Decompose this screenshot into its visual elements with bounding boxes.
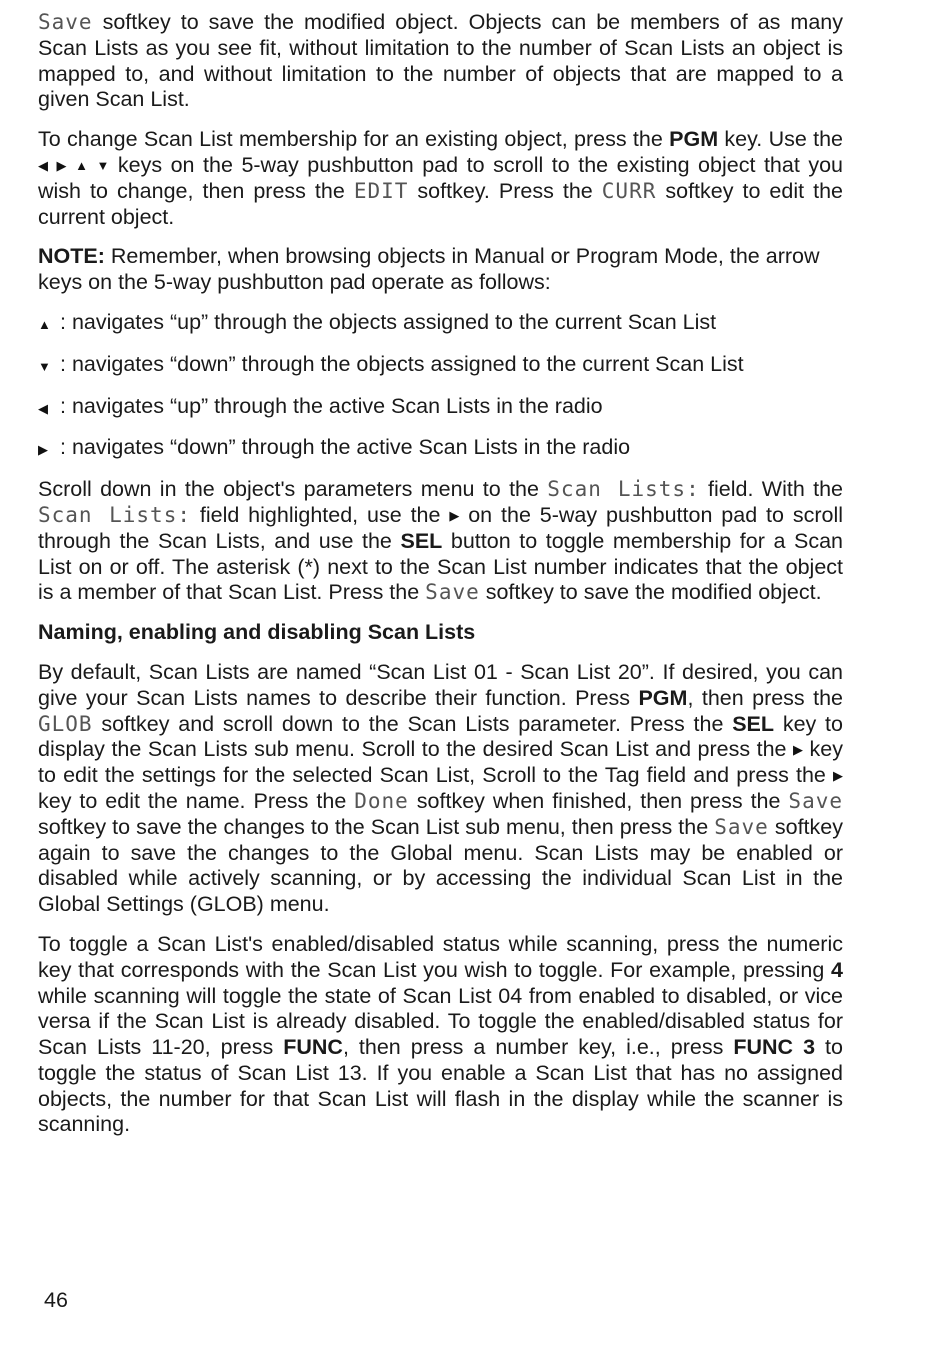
lcd-save-label: Save (714, 814, 769, 839)
page-number: 46 (44, 1288, 68, 1312)
sel-key-label: SEL (400, 528, 443, 553)
down-arrow-icon: ▼ (38, 358, 51, 374)
paragraph-text: to toggle the status of Scan List 13. If you enable a Scan List that has no assigned objects, the number for that Scan List will flash in the display while the scanner is scanning. (38, 1035, 843, 1137)
paragraph-2 (38, 127, 843, 230)
paragraph-text: field highlighted, use the (190, 502, 450, 527)
paragraph-5 (38, 932, 843, 1138)
paragraph-text: field. With the (699, 477, 843, 502)
paragraph-3 (38, 477, 843, 606)
paragraph-text: while scanning will toggle the state of Scan List 04 from enabled to disabled, or vice versa if the Scan List is already disabled. To toggle the enabled/disabled status for Scan Lists 11-20, press (38, 983, 843, 1060)
paragraph-text: softkey to save the changes to the Scan List sub menu, then press the (38, 814, 715, 839)
paragraph-text: key. Use the (718, 127, 843, 152)
note-label: NOTE: (38, 244, 105, 269)
sel-key-label: SEL (732, 711, 775, 736)
nav-item-right (38, 435, 843, 463)
func-key-label: FUNC (283, 1035, 343, 1060)
page-content (38, 10, 843, 1152)
paragraph-text: softkey and scroll down to the Scan Lists parameter. Press the (92, 711, 733, 736)
right-arrow-icon: ▶ (793, 742, 804, 758)
paragraph-text: softkey to edit the current object. (38, 178, 843, 229)
paragraph-text: keys on the 5-way pushbutton pad to scroll to the existing object that you wish to change, then press the (38, 152, 843, 203)
lcd-save-label: Save (788, 788, 843, 813)
section-heading: Naming, enabling and disabling Scan Lists (38, 620, 476, 645)
paragraph-text: key to edit the settings for the selected Scan List, Scroll to the Tag field and press the (38, 737, 844, 788)
nav-item-text: : navigates “up” through the active Scan Lists in the radio (60, 393, 603, 418)
lcd-save-label: Save (425, 580, 480, 605)
paragraph-text: To toggle a Scan List's enabled/disabled status while scanning, press the numeric key that corresponds with the Scan List you wish to toggle. For example, pressing (38, 931, 843, 982)
lcd-edit-label: EDIT (353, 178, 409, 203)
pgm-key-label: PGM (638, 685, 688, 710)
right-arrow-icon: ▶ (833, 768, 843, 784)
up-arrow-icon: ▲ (75, 157, 88, 173)
paragraph-text: softkey to save the modified object. (479, 580, 822, 605)
down-arrow-icon: ▼ (96, 157, 110, 173)
up-arrow-icon: ▲ (38, 316, 51, 332)
right-arrow-icon: ▶ (449, 507, 460, 523)
paragraph-text: To change Scan List membership for an existing object, press the (38, 127, 670, 152)
lcd-glob-label: GLOB (38, 711, 93, 736)
paragraph-text: key to display the Scan Lists sub menu. Scroll to the desired Scan List and press the (38, 711, 843, 762)
paragraph-text: Scroll down in the object's parameters menu to the (38, 477, 548, 502)
note-paragraph (38, 244, 843, 296)
paragraph-text: , then press the (687, 685, 843, 710)
paragraph-text: softkey. Press the (408, 178, 602, 203)
lcd-scan-lists-label: Scan Lists: (547, 477, 700, 502)
nav-item-down (38, 352, 843, 380)
paragraph-text: , then press a number key, i.e., press (342, 1035, 734, 1060)
lcd-done-label: Done (354, 788, 409, 813)
nav-item-left (38, 394, 843, 422)
paragraph-4 (38, 660, 843, 918)
right-arrow-icon: ▶ (56, 157, 67, 173)
paragraph-text: By default, Scan Lists are named “Scan List 01 - Scan List 20”. If desired, you can give your Scan Lists names to describe their function. Press (38, 659, 843, 710)
pgm-key-label: PGM (669, 127, 719, 152)
right-arrow-icon: ▶ (38, 442, 48, 458)
paragraph-text: softkey again to save the changes to the Global menu. Scan Lists may be enabled or disabled while actively scanning, or by accessing the individual Scan List in the Global Settings (GLOB) menu. (38, 814, 843, 917)
paragraph-text: on the 5-way pushbutton pad to scroll through the Scan Lists, and use the (38, 502, 843, 553)
paragraph-text: softkey when finished, then press the (408, 788, 789, 813)
nav-item-text: : navigates “down” through the objects assigned to the current Scan List (60, 351, 744, 376)
nav-item-text: : navigates “down” through the active Scan Lists in the radio (60, 435, 631, 460)
nav-item-up (38, 310, 843, 338)
func-3-label: FUNC 3 (733, 1035, 816, 1060)
paragraph-text: softkey to save the modified object. Objects can be members of as many Scan Lists as you see fit, without limitation to the number of Scan Lists an object is mapped to, and without limitation to the number of objects that are mapped to a given Scan List. (38, 10, 843, 112)
nav-item-text: : navigates “up” through the objects assigned to the current Scan List (60, 309, 717, 334)
left-arrow-icon: ◀ (38, 157, 48, 173)
paragraph-text: key to edit the name. Press the (38, 788, 355, 813)
lcd-save-label: Save (38, 10, 93, 34)
left-arrow-icon: ◀ (38, 400, 48, 416)
paragraph-text: Remember, when browsing objects in Manual or Program Mode, the arrow keys on the 5-way pushbutton pad operate as follows: (38, 244, 820, 295)
paragraph-text: button to toggle membership for a Scan List on or off. The asterisk (*) next to the Scan List number indicates that the object is a member of that Scan List. Press the (38, 528, 843, 605)
key-4-label: 4 (831, 957, 843, 982)
paragraph-1 (38, 10, 843, 113)
lcd-scan-lists-label: Scan Lists: (38, 502, 191, 527)
lcd-curr-label: CURR (601, 178, 657, 203)
